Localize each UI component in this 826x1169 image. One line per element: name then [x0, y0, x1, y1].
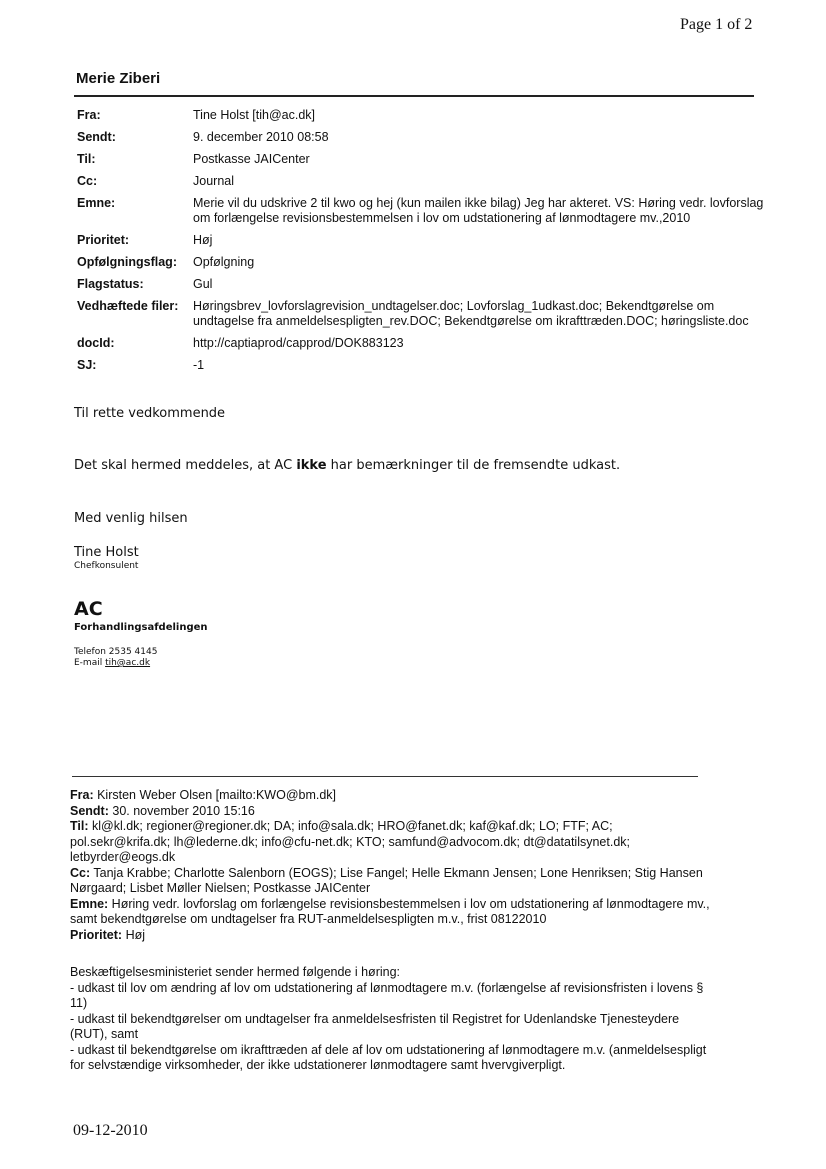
header-value: Høj: [193, 233, 213, 247]
header-label: Sendt:: [77, 130, 116, 144]
header-value: -1: [193, 358, 205, 372]
signature-email-label: E-mail: [74, 658, 106, 668]
header-label: SJ:: [77, 358, 97, 372]
header-label: Opfølgningsflag:: [77, 255, 177, 269]
forwarded-cc: [70, 866, 710, 897]
header-label: Til:: [77, 152, 96, 166]
forwarded-priority-label: Prioritet:: [70, 927, 123, 942]
signature-name: Tine Holst: [74, 545, 139, 560]
body-line: - udkast til lov om ændring af lov om udstationering af lønmodtagere m.v. (forlængelse af revisionsfristen i lovens § 11): [70, 980, 704, 1010]
body-line: - udkast til bekendtgørelse om ikrafttræden af dele af lov om udstationering af lønmodtagere m.v. (anmeldelsespligt for selvstændige virksomheder, der ikke udstationerer lønmodtagere samt hvervgiverpligt.: [70, 1042, 707, 1072]
header-row-docid: [74, 336, 764, 358]
header-value: Merie vil du udskrive 2 til kwo og hej (kun mailen ikke bilag) Jeg har akteret. VS: Høring vedr. lovforslag om forlængelse revisionsbestemmelsen i lov om udstationering af lønmodtagere mv.,2010: [193, 196, 764, 225]
header-row-to: [74, 152, 764, 174]
header-row-attachments: [74, 299, 764, 336]
header-label: docId:: [77, 336, 115, 350]
header-row-from: [74, 108, 764, 130]
email-header-table: [74, 108, 764, 380]
forwarded-header: [70, 788, 710, 943]
signature-phone: Telefon 2535 4145: [74, 647, 158, 657]
forwarded-to-label: Til:: [70, 819, 89, 833]
page-number: Page 1 of 2: [680, 16, 753, 33]
signature-title: Chefkonsulent: [74, 561, 139, 571]
header-value: 9. december 2010 08:58: [193, 130, 329, 144]
forwarded-cc-label: Cc:: [70, 865, 91, 880]
header-value: Journal: [193, 174, 234, 188]
sender-name: Merie Ziberi: [76, 70, 161, 87]
forwarded-sent: [70, 804, 710, 820]
regards: Med venlig hilsen: [74, 511, 188, 526]
header-divider: [74, 95, 754, 97]
header-row-priority: [74, 233, 764, 255]
header-row-flag-status: [74, 277, 764, 299]
footer-date: 09-12-2010: [73, 1122, 148, 1139]
header-label: Vedhæftede filer:: [77, 299, 179, 313]
signature-department: Forhandlingsafdelingen: [74, 622, 208, 633]
header-label: Cc:: [77, 174, 98, 188]
header-value: Tine Holst [tih@ac.dk]: [193, 108, 315, 122]
header-value: Høringsbrev_lovforslagrevision_undtagelser.doc; Lovforslag_1udkast.doc; Bekendtgørelse om undtagelse fra anmeldelsespligten_rev.DOC; Bekendtgørelse om ikrafttræden.DOC; høringsliste.doc: [193, 299, 749, 328]
header-value: Gul: [193, 277, 213, 291]
signature-email-line: [74, 658, 150, 668]
forwarded-sent-value: 30. november 2010 15:16: [108, 803, 255, 818]
header-row-subject: [74, 196, 764, 233]
statement-before: Det skal hermed meddeles, at AC: [74, 458, 297, 473]
statement: [74, 458, 620, 473]
forwarded-priority-value: Høj: [122, 927, 146, 942]
header-value: Opfølgning: [193, 255, 255, 269]
forwarded-sent-label: Sendt:: [70, 803, 109, 818]
signature-org: AC: [74, 598, 103, 620]
forwarded-subject: [70, 897, 710, 928]
header-row-sj: [74, 358, 764, 380]
header-row-followup-flag: [74, 255, 764, 277]
body-line: Beskæftigelsesministeriet sender hermed følgende i høring:: [70, 965, 401, 979]
greeting: Til rette vedkommende: [74, 406, 226, 421]
header-value: Postkasse JAICenter: [193, 152, 310, 166]
header-label: Emne:: [77, 196, 116, 210]
signature-email-link[interactable]: tih@ac.dk: [105, 658, 151, 668]
forwarded-subject-label: Emne:: [70, 896, 109, 911]
forwarded-from-label: Fra:: [70, 788, 94, 802]
header-label: Fra:: [77, 108, 101, 122]
forwarded-to-value: kl@kl.dk; regioner@regioner.dk; DA; info@sala.dk; HRO@fanet.dk; kaf@kaf.dk; LO; FTF; AC; pol.sekr@krifa.dk; lh@lederne.dk; info@cfu-net.dk; KTO; samfund@advocom.dk; dt@datatilsynet.dk; letbyrder@eogs.dk: [70, 819, 630, 864]
forwarded-subject-value: Høring vedr. lovforslag om forlængelse revisionsbestemmelsen i lov om udstationering af lønmodtagere mv., samt bekendtgørelse om undtagelser fra RUT-anmeldelsespligten m.v., frist 08122010: [70, 896, 710, 926]
forwarded-from-value: Kirsten Weber Olsen [mailto:KWO@bm.dk]: [93, 788, 337, 802]
forwarded-cc-value: Tanja Krabbe; Charlotte Salenborn (EOGS); Lise Fangel; Helle Ekmann Jensen; Lone Henriksen; Stig Hansen Nørgaard; Lisbet Møller Nielsen; Postkasse JAICenter: [70, 865, 703, 895]
header-row-sent: [74, 130, 764, 152]
forwarded-from: [70, 788, 710, 804]
header-label: Prioritet:: [77, 233, 130, 247]
statement-emphasis: ikke: [296, 458, 327, 473]
header-value: http://captiaprod/capprod/DOK883123: [193, 336, 404, 350]
forward-divider: [72, 776, 698, 777]
forwarded-priority: [70, 928, 710, 944]
header-label: Flagstatus:: [77, 277, 144, 291]
forwarded-to: [70, 819, 710, 866]
forwarded-body: [70, 965, 710, 1074]
body-line: - udkast til bekendtgørelser om undtagelser fra anmeldelsesfristen til Registret for Udenlandske Tjenesteydere (RUT), samt: [70, 1011, 680, 1041]
header-row-cc: [74, 174, 764, 196]
statement-after: har bemærkninger til de fremsendte udkast.: [326, 458, 621, 473]
